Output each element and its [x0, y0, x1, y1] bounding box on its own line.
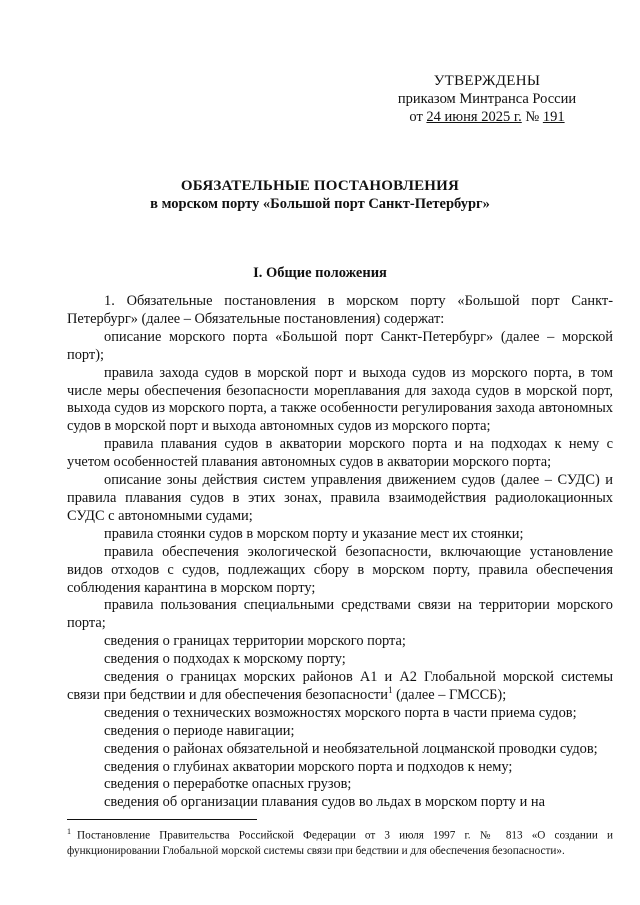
paragraph: правила пользования специальными средствами связи на территории морского порта; — [67, 597, 613, 632]
paragraph: описание морского порта «Большой порт Санкт-Петербург» (далее – морской порт); — [67, 328, 613, 363]
approval-order-line: приказом Минтранса России — [397, 91, 577, 107]
approval-block — [372, 72, 602, 126]
document-body — [67, 293, 613, 812]
paragraph: 1. Обязательные постановления в морском порту «Большой порт Санкт-Петербург» (далее – Обязательные постановления) содержат: — [67, 293, 613, 327]
footnote-text: Постановление Правительства Российской Федерации от 3 июля 1997 г. № 813 «О создании и функционировании Глобальной морской системы связи при бедствии и для обеспечения безопасности». — [67, 829, 613, 857]
paragraph: правила плавания судов в акватории морского порта и на подходах к нему с учетом особенностей плавания автономных судов в акватории морского порта; — [67, 436, 613, 471]
approval-number: 191 — [542, 109, 565, 125]
paragraph: сведения о глубинах акватории морского порта и подходов к нему; — [104, 758, 513, 775]
title-line-1: ОБЯЗАТЕЛЬНЫЕ ПОСТАНОВЛЕНИЯ — [180, 178, 460, 194]
paragraph: сведения о технических возможностях морского порта в части приема судов; — [104, 704, 577, 721]
approval-date-line — [372, 108, 602, 126]
footnote-mark: 1 — [67, 827, 71, 836]
paragraph: сведения об организации плавания судов во льдах в морском порту и на — [104, 794, 545, 811]
gmdss-text: сведения о границах морских районов А1 и А2 Глобальной морской системы связи при бедствии и для обеспечения безопасности — [67, 669, 613, 703]
gmdss-text-end: (далее – ГМССБ); — [392, 686, 507, 703]
title-line-2: в морском порту «Большой порт Санкт-Петербург» — [150, 196, 490, 212]
approval-date-prefix: от — [409, 109, 427, 125]
paragraph: сведения о границах территории морского порта; — [104, 633, 406, 650]
paragraph: сведения о переработке опасных грузов; — [104, 776, 352, 793]
approval-heading: УТВЕРЖДЕНЫ — [433, 73, 541, 89]
footnote — [67, 824, 613, 859]
paragraph: сведения о подходах к морскому порту; — [104, 651, 346, 668]
document-title — [30, 177, 610, 213]
footnote-divider — [67, 819, 257, 820]
paragraph-gmdss — [67, 669, 613, 705]
paragraph: правила обеспечения экологической безопасности, включающие установление видов отходов с судов, подлежащих сбору в морском порту, правила обеспечения соблюдения карантина в морском порту; — [67, 543, 613, 596]
paragraph: правила стоянки судов в морском порту и указание мест их стоянки; — [104, 525, 524, 542]
paragraph: сведения о районах обязательной и необязательной лоцманской проводки судов; — [104, 740, 598, 757]
approval-number-label: № — [521, 109, 543, 125]
paragraph: описание зоны действия систем управления движением судов (далее – СУДС) и правила плавания судов в этих зонах, правила взаимодействия радиолокационных СУДС с автономными судами; — [67, 472, 613, 524]
approval-date: 24 июня 2025 г. — [426, 109, 522, 125]
paragraph: правила захода судов в морской порт и выхода судов из морского порта, в том числе меры обеспечения безопасности мореплавания для захода судов в морской порт, выхода судов из морского порта, а также особенности регулирования захода автономных судов в морской порт и выхода автономных судов из морского порта; — [67, 364, 613, 435]
section-heading: I. Общие положения — [253, 265, 387, 281]
footnote-reference[interactable]: 1 — [387, 685, 393, 696]
paragraph: сведения о периоде навигации; — [104, 722, 295, 739]
